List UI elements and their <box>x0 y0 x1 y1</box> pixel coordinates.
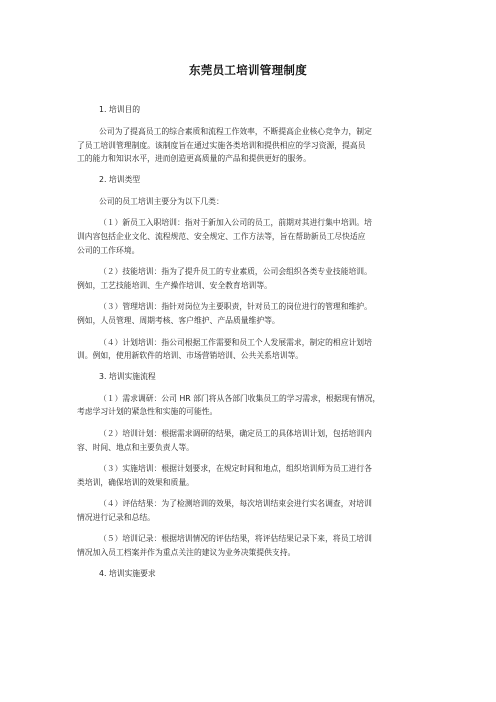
paragraph <box>0 125 420 166</box>
paragraph-line: 容、时间、地点和主要负责人等。 <box>77 442 194 452</box>
paragraph-line: （３）管理培训：指针对岗位为主要职责，针对员工的岗位进行的管理和维护。 <box>99 302 372 312</box>
paragraph-line: （２）技能培训：指为了提升员工的专业素质，公司会组织各类专业技能培训。 <box>99 267 372 277</box>
paragraph-line: （２）培训计划：根据需求调研的结果，确定员工的具体培训计划，包括培训内 <box>99 428 372 438</box>
section-heading: 4. 培训实施要求 <box>99 568 156 578</box>
paragraph <box>0 532 420 559</box>
paragraph <box>0 300 420 327</box>
paragraph-line: （５）培训记录：根据培训情况的评估结果，将评估结果记录下来，将员工培训 <box>99 534 372 544</box>
paragraph-line: 考虑学习计划的紧急性和实施的可能性。 <box>77 407 218 417</box>
paragraph-line: （３）实施培训：根据计划要求，在规定时间和地点，组织培训师为员工进行各 <box>99 464 372 474</box>
paragraph-line: 例如，工艺技能培训、生产操作培训、安全教育培训等。 <box>77 280 272 290</box>
section-heading: 3. 培训实施流程 <box>99 371 156 381</box>
paragraph <box>0 462 420 489</box>
paragraph-line: 例如，人员管理、周期考核、客户维护、产品质量维护等。 <box>77 315 280 325</box>
paragraph <box>0 392 420 419</box>
paragraph <box>0 265 420 292</box>
paragraph-line: 训。例如，使用新软件的培训、市场营销培训、公共关系培训等。 <box>77 351 304 361</box>
paragraph-line: （１）需求调研：公司 HR 部门将从各部门收集员工的学习需求，根据现有情况， <box>99 393 381 403</box>
section-heading: 2. 培训类型 <box>99 174 141 184</box>
paragraph-line: 公司为了提高员工的综合素质和流程工作效率，不断提高企业核心竞争力，制定 <box>99 127 372 136</box>
paragraph-line: （４）评估结果：为了检测培训的效果，每次培训结束会进行实名调查，对培训 <box>99 499 372 509</box>
paragraph <box>0 195 420 209</box>
paragraph-line: （１）新员工入职培训：指对于新加入公司的员工，前期对其进行集中培训。培 <box>99 218 372 228</box>
paragraph-line: 了员工培训管理制度。该制度旨在通过实施各类培训和提供相应的学习资源，提高员 <box>77 140 366 150</box>
paragraph-line: 公司的工作环境。 <box>77 245 140 255</box>
paragraph-line: 公司的员工培训主要分为以下几类： <box>99 196 224 206</box>
document-title: 东莞员工培训管理制度 <box>189 63 307 77</box>
paragraph-line: 训内容包括企业文化、流程规范、安全规定、工作方法等，旨在帮助新员工尽快适应 <box>77 231 366 241</box>
paragraph-line: （４）计划培训：指公司根据工作需要和员工个人发展需求，制定的相应计划培 <box>99 337 372 347</box>
section-heading: 1. 培训目的 <box>99 105 141 114</box>
paragraph-line: 类培训，确保培训的效果和质量。 <box>77 477 194 487</box>
paragraph-line: 工的能力和知识水平，进而创造更高质量的产品和提供更好的服务。 <box>77 154 311 164</box>
paragraph <box>0 336 420 363</box>
document-body <box>0 104 496 589</box>
paragraph-line: 情况加入员工档案并作为重点关注的建议为业务决策提供支持。 <box>77 548 296 558</box>
paragraph <box>0 216 420 257</box>
paragraph-line: 情况进行记录和总结。 <box>77 512 155 522</box>
paragraph <box>0 497 420 524</box>
paragraph <box>0 427 420 454</box>
